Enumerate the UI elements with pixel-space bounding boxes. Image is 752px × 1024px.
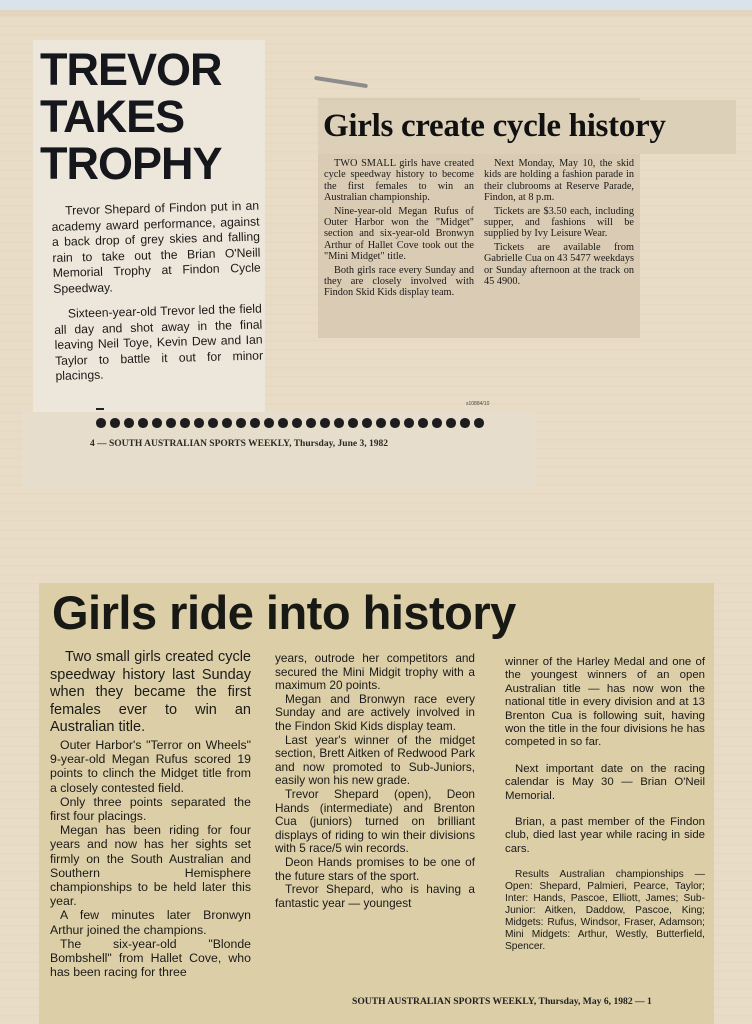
article-paragraph: Nine-year-old Megan Rufus of Outer Harbor won the "Midget" section and six-year-old Bronwyn Arthur of Hallet Cove took out the "Mini Midget" title. — [324, 205, 474, 263]
headline-line: TREVOR — [40, 44, 222, 95]
article-paragraph: Sixteen-year-old Trevor led the field all day and shot away in the final leaving Neil Toye, Kevin Dew and Ian Taylor to battle it out for minor placings. — [54, 301, 264, 383]
article-paragraph: Brian, a past member of the Findon club, died last year while racing in side cars. — [505, 816, 705, 855]
article-paragraph: winner of the Harley Medal and one of the youngest winners of an open Australian title — has now won the national title in every division and at 13 Brenton Cua is following suit, having won the title in the four divisions he has competed in so far. — [505, 656, 705, 749]
dot — [124, 418, 134, 428]
page-top-border — [0, 10, 752, 16]
dot — [404, 418, 414, 428]
dot — [152, 418, 162, 428]
page-footer: 4 — SOUTH AUSTRALIAN SPORTS WEEKLY, Thursday, June 3, 1982 — [90, 439, 388, 449]
dot — [236, 418, 246, 428]
dot — [180, 418, 190, 428]
dot — [376, 418, 386, 428]
dot — [320, 418, 330, 428]
article-column — [324, 158, 474, 301]
dot — [390, 418, 400, 428]
trevor-headline — [40, 46, 260, 187]
trevor-article-body — [51, 199, 264, 395]
trevor-clipping — [33, 40, 265, 426]
dot — [460, 418, 470, 428]
article-paragraph: Next important date on the racing calendar is May 30 — Brian O'Neil Memorial. — [505, 762, 705, 802]
dot — [292, 418, 302, 428]
dot — [264, 418, 274, 428]
dot — [194, 418, 204, 428]
dot — [96, 418, 106, 428]
article-paragraph: Next Monday, May 10, the skid kids are holding a fashion parade in their clubrooms at Reserve Parade, Findon, at 8 p.m. — [484, 158, 634, 204]
article-paragraph: Trevor Shepard, who is having a fantastic year — youngest — [275, 882, 475, 910]
dot — [110, 418, 120, 428]
dot — [334, 418, 344, 428]
staple-mark — [314, 76, 368, 88]
results-paragraph: Results Australian championships — Open: Shepard, Palmieri, Pearce, Taylor; Inter: Hands, Pascoe, Elliott, James; Sub-Junior: Aitken, Daddow, Pascoe, King; Midgets: Rufus, Windsor, Fraser, Adamson; Mini Midgets: Arthur, Westly, Butterfield, Spencer. — [505, 869, 705, 953]
page-footer: SOUTH AUSTRALIAN SPORTS WEEKLY, Thursday, May 6, 1982 — 1 — [352, 996, 652, 1007]
article-paragraph: The six-year-old "Blonde Bombshell" from Hallet Cove, who has been racing for three — [50, 936, 251, 980]
dot — [348, 418, 358, 428]
dot — [250, 418, 260, 428]
dot-rule — [96, 418, 484, 428]
dot — [278, 418, 288, 428]
girls-ride-headline: Girls ride into history — [52, 586, 516, 639]
article-paragraph: Megan has been riding for four years and now has her sights set firmly on the South Australian and Southern Hemisphere championships to be held later this year. — [50, 823, 251, 909]
headline-line: TAKES — [40, 91, 185, 142]
article-paragraph: Both girls race every Sunday and they are closely involved with Findon Skid Kids display team. — [324, 264, 474, 299]
dash-mark — [96, 408, 104, 410]
headline-line: TROPHY — [40, 138, 222, 189]
article-paragraph: Tickets are available from Gabrielle Cua on 43 5477 weekdays or Sunday afternoon at the track on 45 4900. — [484, 241, 634, 288]
article-paragraph: Only three points separated the first four placings. — [50, 794, 251, 823]
article-paragraph: Last year's winner of the midget section, Brett Aitken of Redwood Park and now promoted to Sub-Juniors, easily won his new grade. — [275, 732, 475, 788]
dot — [474, 418, 484, 428]
article-paragraph: Megan and Bronwyn race every Sunday and are actively involved in the Findon Skid Kids display team. — [275, 691, 475, 733]
lead-paragraph: Two small girls created cycle speedway history last Sunday when they became the first females ever to win an Australian title. — [50, 649, 251, 736]
dot — [446, 418, 456, 428]
girls-create-headline: Girls create cycle history — [323, 108, 666, 144]
article-column — [484, 158, 634, 301]
dot — [432, 418, 442, 428]
article-paragraph: Outer Harbor's "Terror on Wheels" 9-year-old Megan Rufus scored 19 points to clinch the Midget title from a closely contested field. — [50, 737, 251, 795]
article-paragraph: Tickets are $3.50 each, including supper, and fashions will be supplied by Ivy Leisure Wear. — [484, 205, 634, 240]
article-paragraph: Trevor Shepard (open), Deon Hands (intermediate) and Brenton Cua (juniors) turned on brilliant displays of riding to win their divisions with 5 race/5 win records. — [275, 786, 475, 856]
dot — [138, 418, 148, 428]
dot — [362, 418, 372, 428]
article-paragraph: TWO SMALL girls have created cycle speedway history to become the first females to win an Australian championship. — [324, 158, 474, 204]
article-paragraph: years, outrode her competitors and secured the Mini Midgit trophy with a maximum 20 points. — [275, 651, 475, 693]
dot — [418, 418, 428, 428]
girls-create-columns — [324, 158, 634, 301]
dot — [208, 418, 218, 428]
clipping-code: s10884/10 — [466, 401, 490, 407]
article-column — [50, 649, 251, 979]
article-column — [505, 656, 705, 966]
article-paragraph: Deon Hands promises to be one of the future stars of the sport. — [275, 854, 475, 883]
dot — [222, 418, 232, 428]
dot — [306, 418, 316, 428]
article-column — [275, 652, 475, 910]
article-paragraph: A few minutes later Bronwyn Arthur joined the champions. — [50, 908, 251, 937]
article-paragraph: Trevor Shepard of Findon put in an academy award performance, against a back drop of grey skies and falling rain to take out the Brian O'Neill Memorial Trophy at Findon Cycle Speedway. — [51, 198, 261, 296]
dot — [166, 418, 176, 428]
